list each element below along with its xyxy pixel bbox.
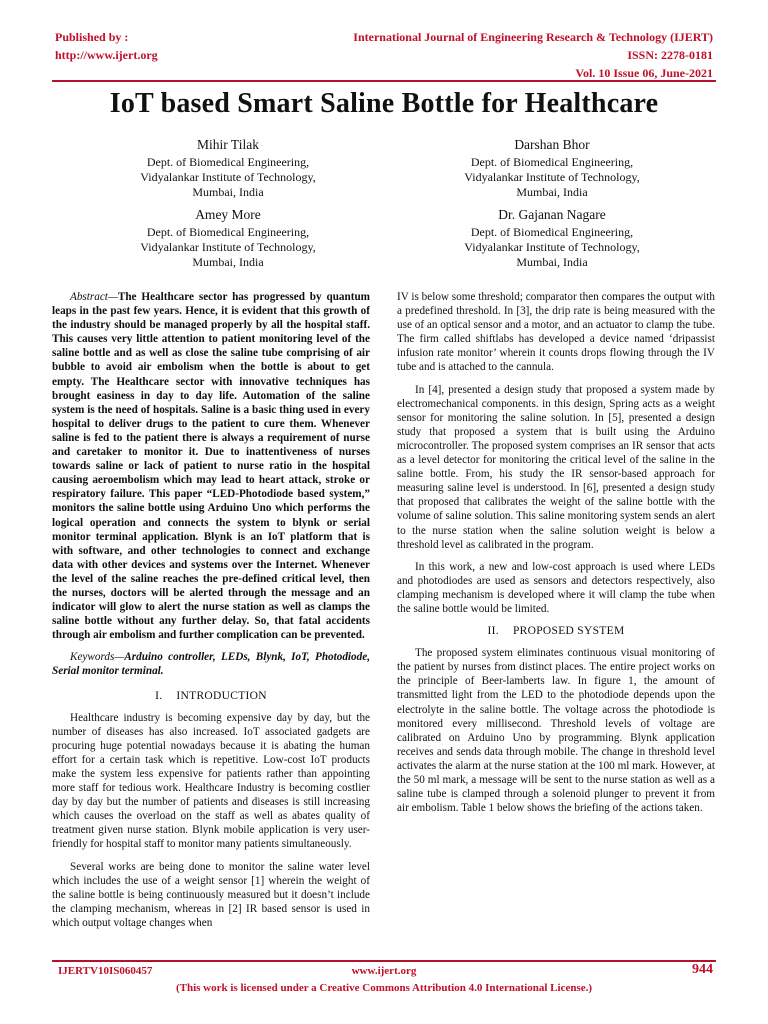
paragraph: The proposed system eliminates continuous visual monitoring of the patient by nurses from distinct places. The entire project works on the principle of Beer-lamberts law. In figure 1, the amount of transmitted light from the LED to the photodiode depends upon the electrolyte in the saline bottle. The voltage across the photodiode is monitored every millisecond. Threshold levels of voltage are calibrated on Arduino Uno by programming. Blynk application receives and sends data through mobile. The change in threshold level activates the alarm at the nurse station at the 100 ml mark. However, at the 50 ml mark, a message will be sent to the nurse station as well as a saline tube is clamped through a solenoid plunger to prevent it from air embolism. Table 1 below shows the briefing of the actions taken. [397,647,715,815]
keywords-text: Arduino controller, LEDs, Blynk, IoT, Photodiode, Serial monitor terminal. [52,651,370,678]
footer-site-link[interactable]: www.ijert.org [351,965,417,977]
section-number: I. [155,689,163,702]
keywords [52,650,370,678]
author-city: Mumbai, India [192,255,264,269]
author-institute: Vidyalankar Institute of Technology, [140,170,316,184]
paper-id: IJERTV10IS060457 [58,965,153,977]
abstract-text: The Healthcare sector has progressed by quantum leaps in the past few years. Hence, it is evident that this growth of the industry should be managed properly by all the hospital staff. This causes very little attention to patient monitoring level of the saline bottle and as well as close the saline tube comprising of air bubble to avoid air embolism when the bottle is about to get empty. The Healthcare sector with innovative techniques has brought easiness in day to day life. Automation of the saline system is the need of hospitals. Saline is a basic thing used in every hospital to deliver drugs to the patient to cure them. Whenever saline is fed to the patient there is always a requirement of nurse and caretaker to monitor it. Due to inattentiveness of nurses towards saline or lack of patient to nurse ratio in the hospital causing aeroembolism which may lead to heart attack, stroke or respiratory failure. This paper “LED-Photodiode based system,” monitors the saline bottle using Arduino Uno which performs the logical operation and connects the system to blynk or serial monitor terminal application. Blynk is an IoT platform that is with software, and other technologies to connect and exchange data with other devices and systems over the Internet. Whenever the level of the saline reaches the pre-defined critical level, then the nurses, doctors will be alerted through the message and an indicator will glow to alert the nurse station as well as clamps the saline bottle without any further delay. So, that fatal accidents through air embolism and further complication can be prevented. [52,291,370,642]
header-rule [52,80,716,82]
section-title: PROPOSED SYSTEM [512,625,625,638]
author-institute: Vidyalankar Institute of Technology, [464,240,640,254]
author-block-4 [402,207,702,270]
paper-title: IoT based Smart Saline Bottle for Healthcare [109,88,659,119]
footer-rule [52,960,716,962]
author-institute: Vidyalankar Institute of Technology, [464,170,640,184]
issn: ISSN: 2278-0181 [627,48,713,62]
license-note: (This work is licensed under a Creative Commons Attribution 4.0 International License.) [175,982,593,994]
author-dept: Dept. of Biomedical Engineering, [146,225,310,239]
journal-header-left [55,28,158,64]
abstract-label: Abstract— [70,291,118,303]
author-name: Mihir Tilak [197,137,259,152]
paragraph: Several works are being done to monitor the saline water level which includes the use of a weight sensor [1] wherein the weight of the saline bottle is being continuously measured but it doesn’t include the clamping mechanism, whereas in [2] IR based sensor is used in which output voltage changes when [52,860,370,929]
abstract [52,290,370,642]
author-institute: Vidyalankar Institute of Technology, [140,240,316,254]
author-name: Dr. Gajanan Nagare [498,207,606,222]
publisher-link[interactable]: http://www.ijert.org [55,48,158,62]
section-heading-introduction [52,689,370,703]
paragraph: In this work, a new and low-cost approach is used where LEDs and photodiodes are used as sensors and detectors respectively, also clamping mechanism is developed where it will clamp the tube when the saline bottle would be limited. [397,560,715,615]
author-dept: Dept. of Biomedical Engineering, [470,225,634,239]
paragraph: Healthcare industry is becoming expensive day by day, but the number of diseases has also increased. IoT associated gadgets are procuring huge potential nowadays because it is abating the human effort for a certain task which is repetitive. Low-cost IoT products make the system less expensive for patients rather than appointing more staff for tedious work. Healthcare Industry is becoming costlier day by day but the number of patients and diseases is still increasing which causes the overload on the staff as well as abates quality of treatment given nurse station. Blynk mobile application is very user-friendly for hospital staff to monitor many patients simultaneously. [52,711,370,851]
author-block-1 [78,137,378,200]
journal-header-right [353,28,713,82]
author-block-3 [78,207,378,270]
section-number: II. [487,625,499,638]
author-city: Mumbai, India [516,185,588,199]
section-heading-proposed-system [397,624,715,638]
author-dept: Dept. of Biomedical Engineering, [146,155,310,169]
author-name: Amey More [195,207,261,222]
journal-name: International Journal of Engineering Research & Technology (IJERT) [353,30,713,44]
author-dept: Dept. of Biomedical Engineering, [470,155,634,169]
publisher-label: Published by : [55,30,129,44]
author-name: Darshan Bhor [514,137,590,152]
section-title: INTRODUCTION [176,689,267,702]
paragraph: IV is below some threshold; comparator then compares the output with a predefined threshold. In [3], the drip rate is being measured with the use of an optical sensor and a motor, and an actuator to clamp the tube. The firm called shiftlabs has developed a device named ‘dripassist infusion rate monitor’ wherein it counts drops flowing through the IV tube and is attached to the cannula. [397,291,715,374]
paragraph: In [4], presented a design study that proposed a system made by electromechanical components. in this design, Spring acts as a weight sensor for monitoring the saline solution. In [5], presented a design study that proposed a system that is built using the Arduino microcontroller. The proposed system comprises an IR sensor that acts as a level detector for monitoring the critical level of the saline in the saline bottle. From, his study the IR sensor-based approach for measuring saline level is understood. In [6], presented a design study that proposed that calibrates the weight of the saline bottle with the volume of saline solution. This saline monitoring system sends an alert to the nurse station when the saline solution weight is below a threshold level as calibrated in the program. [397,383,715,551]
author-city: Mumbai, India [516,255,588,269]
right-column [397,290,715,823]
page-number: 944 [692,962,713,977]
volume-issue: Vol. 10 Issue 06, June-2021 [575,66,713,80]
author-block-2 [402,137,702,200]
author-city: Mumbai, India [192,185,264,199]
keywords-label: Keywords— [70,651,125,664]
left-column [52,290,370,938]
